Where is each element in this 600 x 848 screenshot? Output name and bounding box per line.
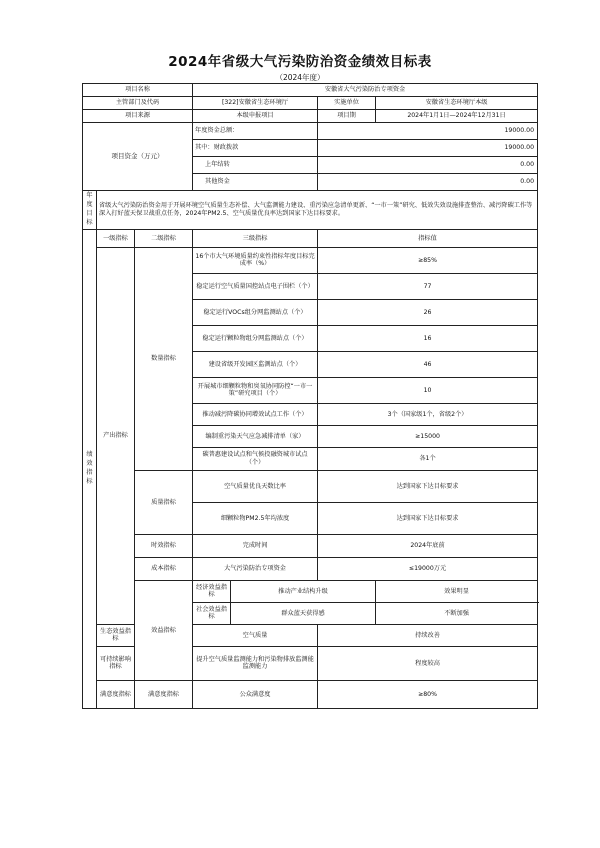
- indicator-name: 推动减污降碳协同增效试点工作（个）: [193, 403, 318, 425]
- project-name-value: 安徽省大气污染防治专项资金: [193, 84, 538, 97]
- annual-goal-label: 年度目标: [83, 191, 97, 230]
- satisfaction-level2: 满意度指标: [135, 680, 193, 708]
- indicator-name: 稳定运行VOCs组分网监测站点（个）: [193, 299, 318, 325]
- indicator-value: 持续改善: [318, 624, 538, 646]
- source-value: 本级申报项目: [193, 110, 318, 123]
- indicator-value: 46: [318, 351, 538, 377]
- indicator-value: 达到国家下达目标要求: [318, 470, 538, 502]
- indicator-name: 建设省级开发园区监测站点（个）: [193, 351, 318, 377]
- source-label: 项目来源: [83, 110, 193, 123]
- table-row: [83, 247, 538, 273]
- indicator-value: 16: [318, 325, 538, 351]
- project-name-label: 项目名称: [83, 84, 193, 97]
- indicator-name: 完成时间: [193, 534, 318, 557]
- cost-label: 成本指标: [135, 557, 193, 580]
- header-level2: 二级指标: [135, 229, 193, 247]
- impl-unit-value: 安徽省生态环境厅本级: [376, 97, 538, 110]
- benefit-level2: 可持续影响指标: [97, 646, 135, 680]
- dept-value: [322]安徽省生态环境厅: [193, 97, 318, 110]
- indicator-name: 开展城市细颗粒物和臭氧协同防控“一市一策”研究项目（个）: [193, 377, 318, 403]
- indicator-name: 细颗粒物PM2.5年均浓度: [193, 502, 318, 534]
- indicator-value: ≥85%: [318, 247, 538, 273]
- indicator-name: 16个市大气环境质量约束性指标年度目标完成率（%）: [193, 247, 318, 273]
- funds-carryover-value: 0.00: [318, 157, 538, 174]
- funds-total-label: 年度资金总额：: [193, 123, 318, 140]
- indicator-name: 空气质量优良天数比率: [193, 470, 318, 502]
- indicator-value: 不断加强: [376, 602, 538, 624]
- performance-target-table: [82, 83, 538, 709]
- indicator-name: 推动产业结构升级: [231, 580, 376, 602]
- period-value: 2024年1月1日—2024年12月31日: [376, 110, 538, 123]
- funds-total-value: 19000.00: [318, 123, 538, 140]
- indicator-value: ≥15000: [318, 425, 538, 447]
- header-level3: 三级指标: [193, 229, 318, 247]
- period-label: 项目期: [318, 110, 376, 123]
- indicator-value: 2024年底前: [318, 534, 538, 557]
- indicator-value: 达到国家下达目标要求: [318, 502, 538, 534]
- indicator-value: ≥80%: [318, 680, 538, 708]
- indicator-name: 群众蓝天获得感: [231, 602, 376, 624]
- output-label: 产出指标: [97, 247, 135, 624]
- table-row: [83, 110, 538, 123]
- funds-carryover-label: 上年结转: [193, 157, 318, 174]
- impl-unit-label: 实施单位: [318, 97, 376, 110]
- benefit-level2: 生态效益指标: [97, 624, 135, 646]
- benefit-level2: 经济效益指标: [193, 580, 231, 602]
- time-label: 时效指标: [135, 534, 193, 557]
- funds-fiscal-value: 19000.00: [318, 140, 538, 157]
- indicator-value: 效果明显: [376, 580, 538, 602]
- header-level1: 一级指标: [97, 229, 135, 247]
- indicator-value: 10: [318, 377, 538, 403]
- indicator-name: 公众满意度: [193, 680, 318, 708]
- indicator-name: 稳定运行颗粒物组分网监测站点（个）: [193, 325, 318, 351]
- benefit-level2: 社会效益指标: [193, 602, 231, 624]
- document-title: 2024年省级大气污染防治资金绩效目标表: [168, 54, 432, 70]
- indicator-name: 编制重污染天气应急减排清单（家）: [193, 425, 318, 447]
- indicator-value: 各1个: [318, 447, 538, 470]
- table-row: [83, 557, 538, 580]
- quantity-label: 数量指标: [135, 247, 193, 470]
- funds-fiscal-label: 其中：财政拨款: [193, 140, 318, 157]
- annual-goal-text: 省级大气污染防治资金用于开展环境空气质量生态补偿、大气监测能力建设、重污染应急清单更新、“一市一策”研究、低效失效设施排查整治、减污降碳工作等深入打好蓝天保卫战重点任务，2024年PM2.5、空气质量优良率达到国家下达目标要求。: [97, 191, 538, 230]
- indicator-value: 程度较高: [318, 646, 538, 680]
- dept-label: 主管部门及代码: [83, 97, 193, 110]
- table-row: [83, 580, 538, 602]
- satisfaction-label: 满意度指标: [97, 680, 135, 708]
- funds-other-value: 0.00: [318, 174, 538, 191]
- indicator-value: 3个（国家级1个，省级2个）: [318, 403, 538, 425]
- funds-label: 项目资金（万元）: [83, 123, 193, 191]
- table-row: [83, 229, 538, 247]
- document-year: （2024年度）: [275, 73, 325, 82]
- indicator-value: 26: [318, 299, 538, 325]
- table-row: [83, 470, 538, 502]
- quality-label: 质量指标: [135, 470, 193, 534]
- table-row: [83, 534, 538, 557]
- indicator-name: 空气质量: [193, 624, 318, 646]
- funds-other-label: 其他资金: [193, 174, 318, 191]
- perf-label: 绩效指标: [83, 229, 97, 708]
- benefit-label: 效益指标: [135, 580, 193, 680]
- indicator-name: 碳普惠建设试点和气候投融资城市试点（个）: [193, 447, 318, 470]
- table-row: [83, 123, 538, 140]
- table-row: [83, 97, 538, 110]
- indicator-value: 77: [318, 273, 538, 299]
- indicator-name: 提升空气质量监测能力和污染物排放监测能监测能力: [193, 646, 318, 680]
- indicator-name: 稳定运行空气质量国控站点电子围栏（个）: [193, 273, 318, 299]
- indicator-value: ≤19000万元: [318, 557, 538, 580]
- indicator-name: 大气污染防治专项资金: [193, 557, 318, 580]
- table-row: [83, 84, 538, 97]
- table-row: [83, 191, 538, 230]
- table-row: [83, 680, 538, 708]
- header-value: 指标值: [318, 229, 538, 247]
